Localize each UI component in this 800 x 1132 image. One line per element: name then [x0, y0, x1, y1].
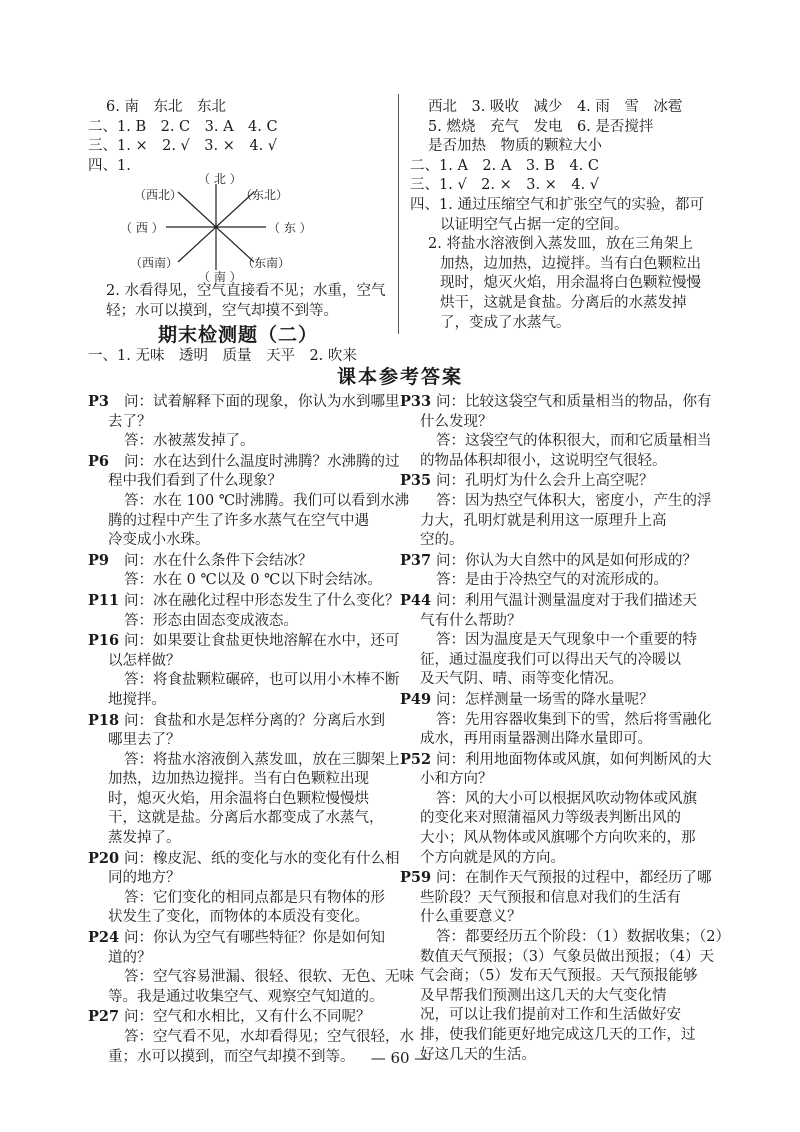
section-title: 课本参考答案 [336, 366, 463, 388]
compass-label-northeast: （东北） [240, 188, 289, 203]
compass-label-southeast: （东南） [242, 256, 291, 271]
compass-label-west: （ 西 ） [120, 221, 164, 236]
top-right-column [410, 98, 740, 333]
answer-line: 及早帮我们预测出这几天的大气变化情 [420, 987, 667, 1004]
page-ref: P27 [88, 1008, 120, 1026]
answer-line: 西北 3. 吸收 减少 4. 雨 雪 冰雹 [428, 99, 683, 115]
compass-label-east: （ 东 ） [268, 221, 312, 236]
answer-line: 气会商；（5）发布天气预报。天气预报能够 [420, 968, 698, 985]
question-line [88, 1007, 398, 1028]
question-text: 问：冰在融化过程中形态发生了什么变化？ [124, 592, 400, 609]
answer-line: 5. 燃烧 充气 发电 6. 是否搅拌 [428, 118, 654, 135]
answer-line: 6. 南 东北 东北 [106, 99, 226, 115]
question-line [88, 551, 398, 572]
answer-line: 冷变成小水珠。 [108, 532, 210, 549]
answer-line: 二、1. A 2. A 3. B 4. C [410, 157, 599, 174]
answer-line: 状发生了变化，而物体的本质没有变化。 [108, 909, 369, 926]
question-text: 问：食盐和水是怎样分离的？分离后水到 [124, 712, 385, 729]
answer-line: 答：水被蒸发掉了。 [124, 433, 255, 450]
page-ref: P24 [88, 929, 120, 947]
question-line [88, 928, 398, 949]
page-ref: P37 [400, 551, 432, 569]
question-text: 问：你认为大自然中的风是如何形成的？ [436, 552, 697, 569]
page-ref: P18 [88, 711, 120, 729]
qa-item [400, 392, 720, 471]
answer-line: 答：是由于冷热空气的对流形成的。 [436, 572, 668, 589]
answer-line: 2. 将盐水溶液倒入蒸发皿，放在三角架上 [428, 236, 693, 253]
answer-line: 的变化来对照蒲福风力等级表判断出风的 [420, 810, 681, 827]
answer-line: 答：先用容器收集到下的雪，然后将雪融化 [436, 711, 712, 728]
answer-line: 了，变成了水蒸气。 [440, 314, 571, 331]
question-line: 什么发现？ [420, 413, 493, 430]
answer-line: 答：形态由固态变成液态。 [124, 612, 298, 629]
qa-item [88, 849, 398, 928]
answer-line: 答：这袋空气的体积很大，而和它质量相当 [436, 433, 712, 450]
answer-line: 排，使我们能更好地完成这几天的工作，过 [420, 1027, 696, 1043]
question-text: 问：利用地面物体或风旗，如何判断风的大 [436, 751, 712, 768]
question-line: 同的地方？ [108, 870, 181, 887]
compass-label-north: （ 北 ） [198, 172, 242, 187]
question-line: 以怎样做？ [108, 652, 181, 669]
answer-line: 四、1. [88, 157, 131, 174]
answer-line: 力大，孔明灯就是利用这一原理升上高 [420, 512, 667, 529]
qa-item [88, 591, 398, 631]
question-text: 问：在制作天气预报的过程中，都经历了哪 [436, 870, 712, 887]
answer-line: 四、1. 通过压缩空气和扩张空气的实验，都可 [410, 196, 704, 213]
answer-line: 等。我是通过收集空气、观察空气知道的。 [108, 988, 384, 1005]
qa-right-column [400, 392, 730, 1065]
compass-label-south: （ 南 ） [198, 270, 242, 285]
question-line: 程中我们看到了什么现象？ [108, 473, 282, 490]
page-number: — 60 — [370, 1049, 430, 1067]
question-line: 些阶段？天气预报和信息对我们的生活有 [420, 889, 681, 906]
answer-line: 三、1. √ 2. × 3. × 4. √ [410, 177, 600, 194]
page-ref: P52 [400, 750, 432, 768]
qa-item [88, 392, 398, 452]
qa-item [88, 551, 398, 591]
page-ref: P11 [88, 591, 120, 609]
question-line: 小和方向？ [420, 771, 493, 788]
answer-line: 答：空气看不见，水却看得见；空气很轻，水 [124, 1029, 414, 1045]
question-text: 问：空气和水相比，又有什么不同呢？ [124, 1009, 371, 1026]
question-text: 问：怎样测量一场雪的降水量呢？ [436, 691, 654, 708]
qa-item [88, 928, 414, 1007]
question-line [400, 690, 720, 711]
page-ref: P20 [88, 849, 120, 867]
question-line [400, 591, 720, 612]
answer-line: 烘干，这就是食盐。分离后的水蒸发掉 [440, 294, 687, 311]
question-line [88, 631, 398, 652]
answer-line: 是否加热 物质的颗粒大小 [428, 138, 602, 155]
answer-line: 答：因为热空气体积大，密度小，产生的浮 [436, 492, 712, 509]
question-line: 气有什么帮助？ [420, 612, 522, 629]
question-line [400, 471, 720, 492]
answer-line: 好这几天的生活。 [420, 1046, 536, 1063]
answer-line: 及天气阴、晴、雨等变化情况。 [420, 671, 623, 688]
answer-line: 地搅拌。 [108, 691, 166, 708]
answer-line: 空的。 [420, 532, 464, 549]
compass-diagram [106, 172, 326, 285]
answer-line: 现时，熄灭火焰，用余温将白色颗粒慢慢 [440, 275, 701, 292]
answer-line: 以证明空气占据一定的空间。 [440, 216, 629, 233]
question-line: 道的？ [108, 949, 152, 966]
question-line [88, 591, 398, 612]
answer-line: 重；水可以摸到，而空气却摸不到等。 [108, 1048, 355, 1065]
answer-line: 加热，边加热边搅拌。当有白色颗粒出现 [108, 771, 369, 788]
question-text: 问：利用气温计测量温度对于我们描述天 [436, 592, 697, 609]
question-text: 问：你认为空气有哪些特征？你是如何知 [124, 930, 385, 947]
question-line [400, 750, 720, 771]
question-text: 问：试着解释下面的现象，你认为水到哪里 [124, 394, 400, 410]
question-line [88, 711, 398, 732]
answer-line: 成水，再用雨量器测出降水量即可。 [420, 731, 652, 748]
answer-line: 蒸发掉了。 [108, 830, 181, 847]
question-line: 什么重要意义？ [420, 909, 522, 926]
answer-line: 答：将盐水溶液倒入蒸发皿，放在三脚架上 [124, 751, 400, 768]
answer-line: 答：将食盐颗粒碾碎，也可以用小木棒不断 [124, 672, 400, 689]
question-line: 哪里去了？ [108, 732, 181, 749]
answer-line: 征，通过温度我们可以得出天气的冷暖以 [420, 651, 681, 668]
answer-line: 轻；水可以摸到，空气却摸不到等。 [106, 302, 338, 319]
exam-title: 期末检测题（二） [157, 323, 318, 346]
question-line [400, 551, 720, 572]
question-text: 问：孔明灯为什么会升上高空呢？ [436, 473, 654, 490]
question-line [400, 868, 720, 889]
answer-line: 个方向就是风的方向。 [420, 849, 565, 866]
qa-item [88, 631, 398, 710]
page-ref: P9 [88, 551, 109, 569]
question-text: 问：水在达到什么温度时沸腾？水沸腾的过 [124, 453, 400, 470]
page-ref: P16 [88, 632, 120, 650]
answer-line: 答：水在 100 ℃时沸腾。我们可以看到水沸 [124, 492, 410, 509]
answer-line: 腾的过程中产生了许多水蒸气在空气中遇 [108, 512, 369, 529]
answer-line: 答：因为温度是天气现象中一个重要的特 [436, 632, 697, 649]
answer-line: 二、1. B 2. C 3. A 4. C [88, 118, 278, 135]
answer-line: 大小；风从物体或风旗哪个方向吹来的，那 [420, 830, 696, 847]
compass-label-northwest: （西北） [134, 188, 183, 203]
answer-line: 答：风的大小可以根据风吹动物体或风旗 [436, 790, 697, 807]
answer-line: 答：都要经历五个阶段：（1）数据收集；（2） [436, 929, 730, 946]
answer-line: 干，这就是盐。分离后水都变成了水蒸气， [108, 810, 384, 827]
answer-line: 答：水在 0 ℃以及 0 ℃以下时会结冰。 [124, 572, 382, 589]
page-ref: P49 [400, 690, 432, 708]
qa-item [88, 452, 410, 551]
page-ref: P33 [400, 393, 432, 410]
page-ref: P3 [88, 393, 109, 410]
answer-line: 况，可以让我们提前对工作和生活做好安 [420, 1007, 681, 1024]
qa-item [400, 471, 720, 550]
answer-line: 加热，边加热，边搅拌。当有白色颗粒出 [440, 255, 701, 272]
qa-item [400, 591, 720, 690]
answer-line: 数值天气预报；（3）气象员做出预报；（4）天 [420, 948, 714, 965]
qa-item [400, 551, 720, 591]
qa-item [400, 868, 730, 1065]
question-line [88, 849, 398, 870]
page-ref: P44 [400, 591, 432, 609]
question-text: 问：橡皮泥、纸的变化与水的变化有什么相 [124, 850, 400, 867]
answer-line: 答：空气容易泄漏、很轻、很软、无色、无味 [124, 969, 414, 986]
page-ref: P59 [400, 869, 432, 887]
answer-line: 答：它们变化的相同点都是只有物体的形 [124, 889, 385, 906]
question-text: 问：如果要让食盐更快地溶解在水中，还可 [124, 633, 400, 650]
column-divider [398, 94, 399, 334]
question-line: 去了？ [108, 413, 152, 430]
question-line [88, 452, 398, 473]
question-line [400, 392, 720, 413]
answer-line: 的物品体积却很小，这说明空气很轻。 [420, 452, 667, 469]
question-text: 问：水在什么条件下会结冰？ [124, 552, 313, 569]
qa-item [88, 711, 398, 849]
qa-item [400, 690, 720, 750]
answer-line: 时，熄灭火焰，用余温将白色颗粒慢慢烘 [108, 790, 369, 807]
answer-line: 2. 水看得见，空气直接看不见；水重，空气 [106, 283, 386, 300]
qa-item [400, 750, 720, 869]
question-line [88, 392, 398, 413]
top-left-column [88, 98, 388, 367]
question-text: 问：比较这袋空气和质量相当的物品，你有 [436, 394, 712, 410]
answer-line: 三、1. × 2. √ 3. × 4. √ [88, 138, 278, 155]
compass-label-southwest: （西南） [130, 256, 179, 271]
page-ref: P35 [400, 472, 432, 490]
answer-line: 一、1. 无味 透明 质量 天平 2. 吹来 [88, 348, 357, 365]
page-ref: P6 [88, 452, 109, 470]
